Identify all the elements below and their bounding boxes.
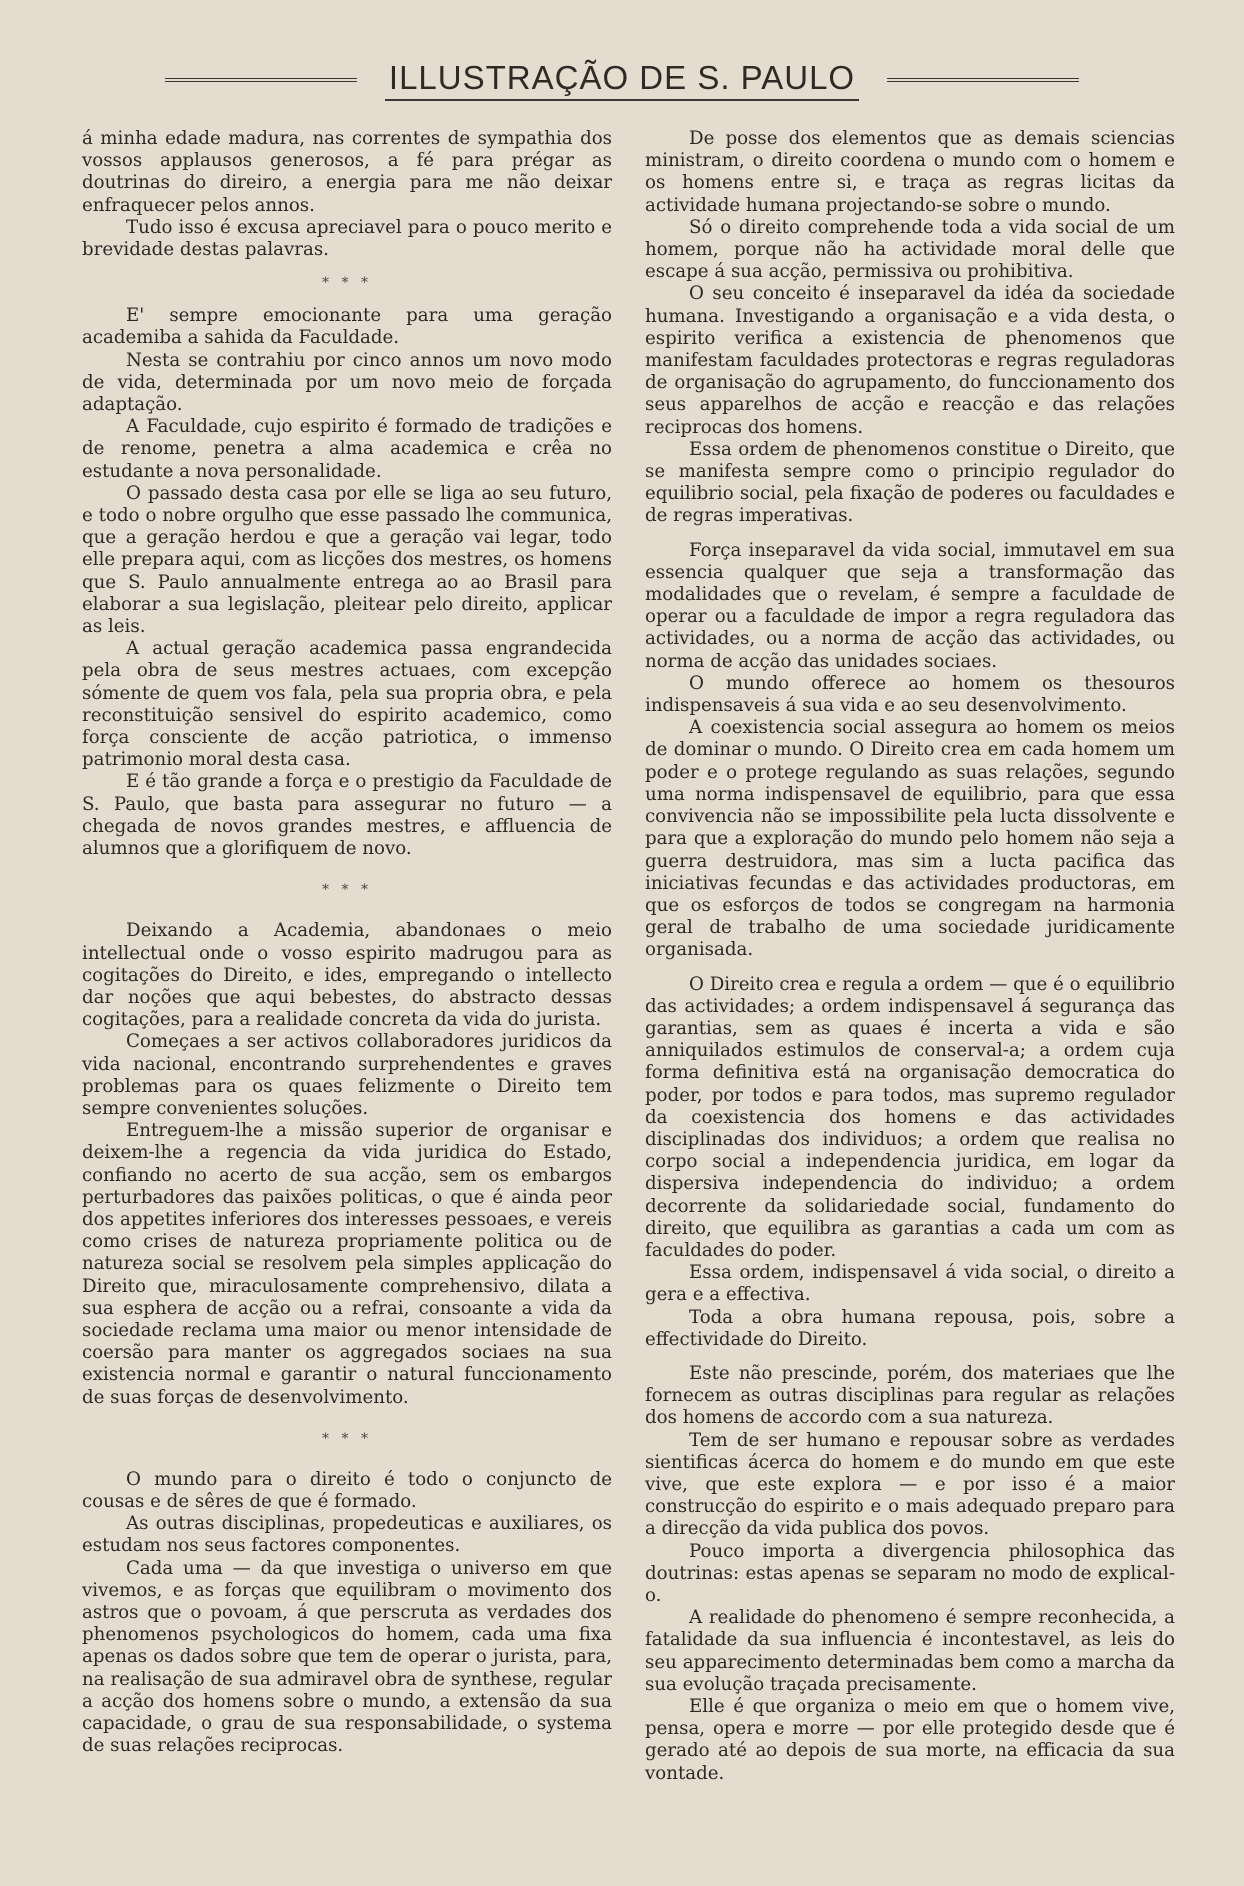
paragraph: Pouco importa a divergencia philosophica das doutrinas: estas apenas se separam no modo de explical-o. (645, 1540, 1175, 1606)
paragraph: Tudo isso é excusa apreciavel para o pouco merito e brevidade destas palavras. (82, 216, 612, 261)
paragraph-gap (645, 528, 1175, 540)
paragraph: A actual geração academica passa engrandecida pela obra de seus mestres actuaes, com excepção sómente de quem vos fala, pela sua propria obra, e pela reconstituição sensivel do espirito academico, como força consciente de acção patriotica, o immenso patrimonio moral desta casa. (82, 638, 612, 771)
paragraph: O mundo offerece ao homem os thesouros indispensaveis á sua vida e ao seu desenvolvimento. (645, 672, 1175, 717)
paragraph: Essa ordem, indispensavel á vida social, o direito a gera e a effectiva. (645, 1262, 1175, 1306)
paragraph: O passado desta casa por elle se liga ao seu futuro, e todo o nobre orgulho que esse passado lhe communica, que a geração herdou e que a geração vai legar, todo elle prepara aqui, com as licções dos mestres, os homens que S. Paulo annualmente entrega ao ao Brasil para elaborar a sua legislação, pleitear pelo direito, applicar as leis. (82, 482, 612, 638)
paragraph: O seu conceito é inseparavel da idéa da sociedade humana. Investigando a organisação e a vida desta, o espirito verifica a existencia de phenomenos que manifestam faculdades protectoras e regras reguladoras de organisação do agrupamento, do funccionamento dos seus apparelhos de acção e reacção e das relações reciprocas dos homens. (645, 283, 1175, 438)
page-header (0, 58, 1244, 102)
paragraph: Só o direito comprehende toda a vida social de um homem, porque não ha actividade moral delle que escape á sua acção, permissiva ou prohibitiva. (645, 216, 1175, 283)
paragraph-gap (645, 1351, 1175, 1363)
paragraph: Este não prescinde, porém, dos materiaes que lhe fornecem as outras disciplinas para regular as relações dos homens de accordo com a sua natureza. (645, 1362, 1175, 1429)
section-separator: * * * (322, 882, 372, 899)
paragraph: Nesta se contrahiu por cinco annos um novo modo de vida, determinada por um novo meio de forçada adaptação. (82, 349, 612, 416)
paragraph: Tem de ser humano e repousar sobre as verdades sientificas ácerca do homem e do mundo em que este vive, que este explora — e por isso é a maior construcção do espirito e o mais adequado preparo para a direcção da vida publica dos povos. (645, 1429, 1175, 1540)
paragraph: O mundo para o direito é todo o conjuncto de cousas e de sêres de que é formado. (82, 1468, 612, 1512)
paragraph: Deixando a Academia, abandonaes o meio intellectual onde o vosso espirito madrugou para as cogitações do Direito, e ides, empregando o intellecto dar noções que aqui bebestes, do abstracto dessas cogitações, para a realidade concreta da vida do jurista. (82, 920, 612, 1031)
section-separator: * * * (322, 1430, 372, 1447)
header-rule-right (887, 78, 1079, 82)
header-rule-left (165, 78, 357, 82)
paragraph: A Faculdade, cujo espirito é formado de tradições e de renome, penetra a alma academica e crêa no estudante a nova personalidade. (82, 416, 612, 482)
paragraph: E' sempre emocionante para uma geração academiba a sahida da Faculdade. (82, 305, 612, 349)
paragraph: De posse dos elementos que as demais sciencias ministram, o direito coordena o mundo com o homem e os homens entre si, e traça as regras licitas da actividade humana projectando-se sobre o mundo. (645, 128, 1175, 216)
paragraph: Cada uma — da que investiga o universo em que vivemos, e as forças que equilibram o movimento dos astros que o povoam, á que perscruta as verdades dos phenomenos psychologicos do homem, cada uma fixa apenas os dados sobre que tem de operar o jurista, para, na realisação de sua admiravel obra de synthese, regular a acção dos homens sobre o mundo, a extensão da sua capacidade, o grau de sua responsabilidade, o systema de suas relações reciprocas. (82, 1557, 612, 1757)
paragraph: A realidade do phenomeno é sempre reconhecida, a fatalidade da sua influencia é incontestavel, as leis do seu apparecimento determinadas bem como a marcha da sua evolução traçada precisamente. (645, 1607, 1175, 1695)
paragraph: E é tão grande a força e o prestigio da Faculdade de S. Paulo, que basta para assegurar no futuro — a chegada de novos grandes mestres, e affluencia de alumnos que a glorifiquem de novo. (82, 771, 612, 860)
right-column (645, 128, 1175, 1785)
paragraph: á minha edade madura, nas correntes de sympathia dos vossos applausos generosos, a fé para prégar as doutrinas do direiro, a energia para me não deixar enfraquecer pelos annos. (82, 128, 612, 216)
paragraph: Força inseparavel da vida social, immutavel em sua essencia qualquer que seja a transformação das modalidades que o revelam, é sempre a faculdade de operar ou a faculdade de impor a regra reguladora das actividades, ou a norma de acção das actividades, ou norma de acção das unidades sociaes. (645, 539, 1175, 672)
paragraph-gap (645, 962, 1175, 974)
paragraph: Toda a obra humana repousa, pois, sobre a effectividade do Direito. (645, 1306, 1175, 1350)
publication-title: ILLUSTRAÇÃO DE S. PAULO (385, 59, 859, 101)
paragraph: Essa ordem de phenomenos constitue o Direito, que se manifesta sempre como o principio regulador do equilibrio social, pela fixação de poderes ou faculdades e de regras imperativas. (645, 438, 1175, 527)
section-separator: * * * (322, 275, 372, 292)
left-column (82, 128, 612, 1757)
paragraph: O Direito crea e regula a ordem — que é o equilibrio das actividades; a ordem indispensavel á segurança das garantias, sem as quaes é incerta a vida e são anniquilados estimulos de conserval-a; a ordem cuja forma definitiva está na organisação democratica do poder, por todos e para todos, mas supremo regulador da coexistencia dos homens e das actividades disciplinadas dos individuos; a ordem que realisa no corpo social a independencia juridica, em logar da dispersiva independencia do individuo; a ordem decorrente da solidariedade social, fundamento do direito, que equilibra as garantias a cada um com as faculdades do poder. (645, 973, 1175, 1261)
paragraph: As outras disciplinas, propedeuticas e auxiliares, os estudam nos seus factores componentes. (82, 1513, 612, 1557)
paragraph: Começaes a ser activos collaboradores juridicos da vida nacional, encontrando surprehendentes e graves problemas para os quaes felizmente o Direito tem sempre convenientes soluções. (82, 1031, 612, 1119)
paragraph: Entreguem-lhe a missão superior de organisar e deixem-lhe a regencia da vida juridica do Estado, confiando no acerto de sua acção, sem os embargos perturbadores das paixões politicas, o que é ainda peor dos appetites inferiores dos interesses pessoaes, e vereis como crises de natureza propriamente politica ou de natureza social se resolvem pela simples applicação do Direito que, miraculosamente comprehensivo, dilata a sua esphera de acção ou a refrai, consoante a vida da sociedade reclama uma maior ou menor intensidade de coersão para manter os aggregados sociaes na sua existencia normal e garantir o natural funccionamento de suas forças de desenvolvimento. (82, 1120, 612, 1408)
paragraph: Elle é que organiza o meio em que o homem vive, pensa, opera e morre — por elle protegido desde que é gerado até ao depois de sua morte, na efficacia da sua vontade. (645, 1696, 1175, 1784)
paragraph: A coexistencia social assegura ao homem os meios de dominar o mundo. O Direito crea em cada homem um poder e o protege regulando as suas relações, segundo uma norma indispensavel de equilibrio, para que essa convivencia não se impossibilite pela lucta dissolvente e para que a exploração do mundo pelo homem não seja a guerra destruidora, mas sim a lucta pacifica das iniciativas fecundas e das actividades productoras, em que os esforços de todos se congregam na harmonia geral de trabalho de uma sociedade juridicamente organisada. (645, 717, 1175, 961)
